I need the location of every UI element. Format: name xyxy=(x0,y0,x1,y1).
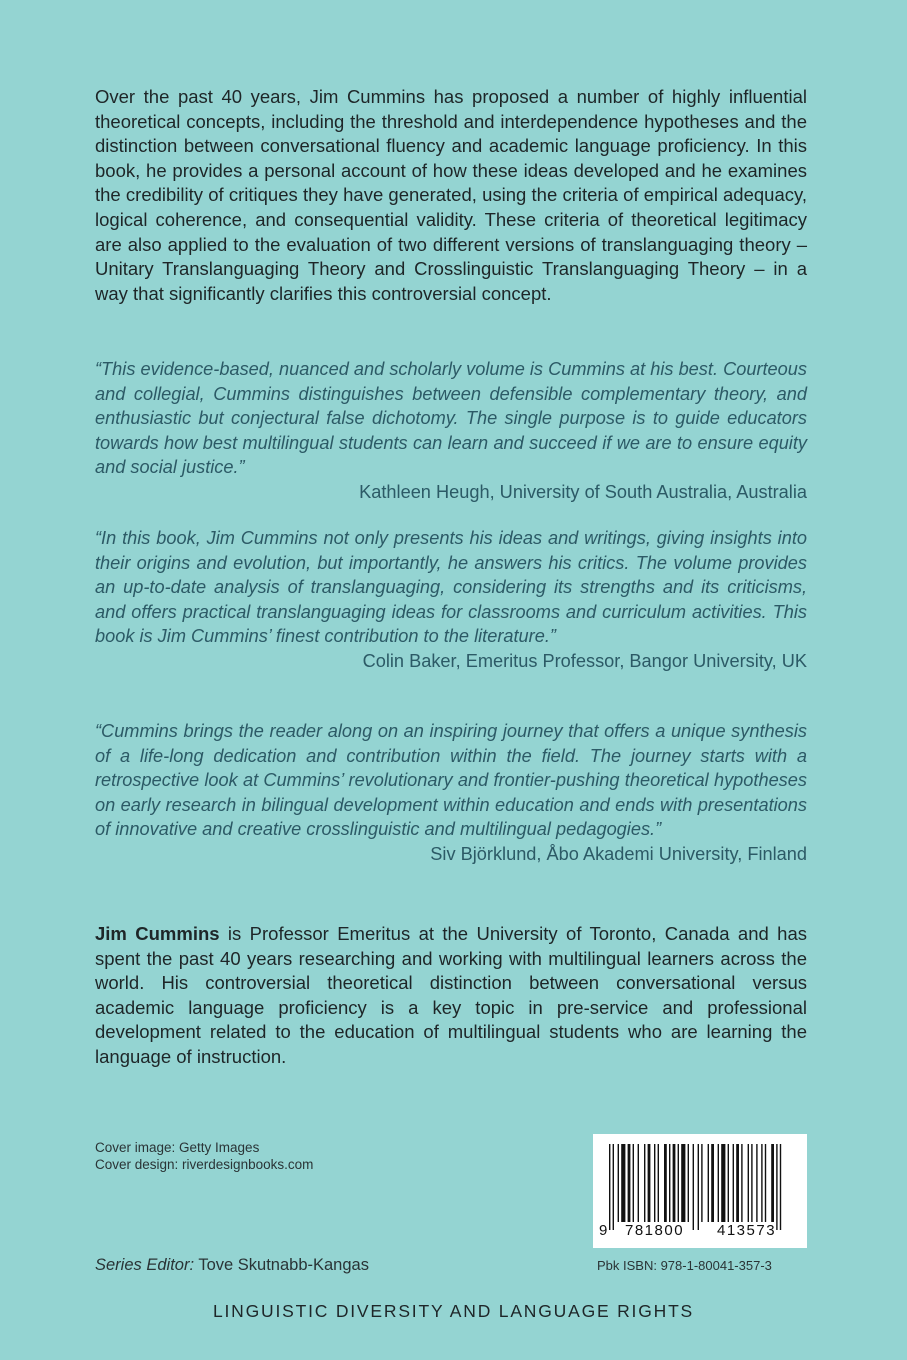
series-editor xyxy=(95,1256,369,1275)
barcode-bar xyxy=(669,1144,670,1222)
barcode-bar xyxy=(733,1144,734,1222)
barcode-bar xyxy=(718,1144,719,1222)
cover-credits xyxy=(95,1139,313,1173)
endorsement-attribution: Colin Baker, Emeritus Professor, Bangor University, UK xyxy=(362,650,807,671)
barcode-bar xyxy=(654,1144,655,1222)
endorsement-attribution: Kathleen Heugh, University of South Australia, Australia xyxy=(359,481,807,502)
barcode-bar xyxy=(693,1144,694,1230)
series-editor-name: Tove Skutnabb-Kangas xyxy=(194,1256,369,1274)
barcode-bar xyxy=(658,1144,659,1222)
barcode xyxy=(593,1134,807,1248)
barcode-bar xyxy=(613,1144,614,1230)
barcode-bar xyxy=(780,1144,781,1230)
series-editor-label: Series Editor: xyxy=(95,1256,195,1274)
barcode-bar xyxy=(776,1144,777,1230)
barcode-bar xyxy=(698,1144,699,1230)
barcode-bar xyxy=(736,1144,739,1222)
endorsement-quote: “This evidence-based, nuanced and scholarly volume is Cummins at his best. Courteous and collegial, Cummins distinguishes between defensible complementary theory, and enthusiastic but conjectural false dichotomy. The single purpose is to guide educators towards how best multilingual students can learn and succeed if we are to ensure equity and social justice.” xyxy=(95,359,807,478)
barcode-bar xyxy=(748,1144,749,1222)
book-description: Over the past 40 years, Jim Cummins has proposed a number of highly influential theoretical concepts, including the threshold and interdependence hypotheses and the distinction between conversational fluency and academic language proficiency. In this book, he provides a personal account of how these ideas developed and he examines the credibility of critiques they have generated, using the criteria of empirical adequacy, logical coherence, and consequential validity. These criteria of theoretical legitimacy are also applied to the evaluation of two different versions of translanguaging theory – Unitary Translanguaging Theory and Crosslinguistic Translanguaging Theory – in a way that significantly clarifies this controversial concept. xyxy=(95,86,807,304)
barcode-right-group: 413573 xyxy=(717,1222,777,1239)
barcode-bar xyxy=(721,1144,725,1222)
endorsement-quote: “Cummins brings the reader along on an inspiring journey that offers a unique synthesis of a life-long dedication and contribution within the field. The journey starts with a retrospective look at Cummins’ revolutionary and frontier-pushing theoretical hypotheses on early research in bilingual development within education and ends with presentations of innovative and creative crosslinguistic and multilingual pedagogies.” xyxy=(95,721,807,840)
barcode-bar xyxy=(648,1144,651,1222)
barcode-bar xyxy=(609,1144,610,1230)
barcode-bar xyxy=(664,1144,667,1222)
barcode-bar xyxy=(741,1144,742,1222)
barcode-bar xyxy=(711,1144,714,1222)
endorsement-quote: “In this book, Jim Cummins not only presents his ideas and writings, giving insights into their origins and evolution, but importantly, he answers his critics. The volume provides an up-to-date analysis of translanguaging, considering its strengths and its criticisms, and offers practical translanguaging ideas for classrooms and curriculum activities. This book is Jim Cummins’ finest contribution to the literature.” xyxy=(95,528,807,647)
barcode-bar xyxy=(673,1144,676,1222)
barcode-bar xyxy=(621,1144,625,1222)
barcode-bar xyxy=(628,1144,631,1222)
barcode-bar xyxy=(765,1144,766,1222)
barcode-left-group: 781800 xyxy=(625,1222,685,1239)
barcode-bar xyxy=(771,1144,774,1222)
cover-design-credit: Cover design: riverdesignbooks.com xyxy=(95,1157,314,1172)
endorsement-attribution: Siv Björklund, Åbo Akademi University, Finland xyxy=(430,843,807,864)
cover-image-credit: Cover image: Getty Images xyxy=(95,1140,260,1155)
barcode-bar xyxy=(618,1144,619,1222)
author-bio-text: is Professor Emeritus at the University of Toronto, Canada and has spent the past 40 years researching and working with multilingual learners across the world. His controversial theoretical distinction between conversational versus academic language proficiency is a key topic in pre-service and professional development related to the education of multilingual students who are learning the language of instruction. xyxy=(95,923,807,1067)
barcode-bar xyxy=(644,1144,645,1222)
barcode-bar xyxy=(708,1144,709,1222)
author-name: Jim Cummins xyxy=(95,923,220,944)
pbk-isbn: Pbk ISBN: 978-1-80041-357-3 xyxy=(597,1258,772,1273)
endorsement-2 xyxy=(95,526,807,674)
series-title: LINGUISTIC DIVERSITY AND LANGUAGE RIGHTS xyxy=(212,1301,695,1321)
barcode-bar xyxy=(751,1144,752,1222)
barcode-bar xyxy=(633,1144,634,1222)
barcode-first-digit: 9 xyxy=(599,1222,608,1239)
endorsement-1 xyxy=(95,357,807,505)
barcode-bar xyxy=(638,1144,639,1222)
barcode-bar xyxy=(701,1144,702,1222)
barcode-bar xyxy=(728,1144,729,1222)
barcode-bar xyxy=(756,1144,757,1222)
barcode-bar xyxy=(681,1144,685,1222)
endorsement-3 xyxy=(95,719,807,867)
author-bio xyxy=(95,922,807,1070)
barcode-bar xyxy=(678,1144,679,1222)
barcode-bar xyxy=(761,1144,762,1222)
barcode-bar xyxy=(688,1144,689,1222)
